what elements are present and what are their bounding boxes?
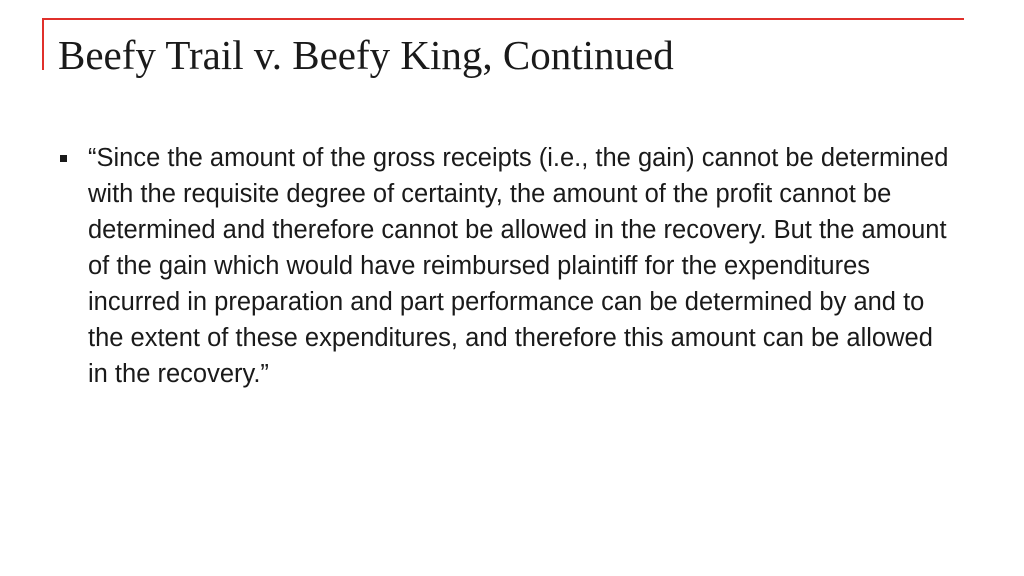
- title-accent-line-top: [42, 18, 964, 20]
- square-bullet-icon: [60, 155, 67, 162]
- title-accent-line-left: [42, 18, 44, 70]
- slide-title: Beefy Trail v. Beefy King, Continued: [58, 32, 674, 78]
- bullet-list: [58, 140, 958, 392]
- bullet-text: “Since the amount of the gross receipts (i.e., the gain) cannot be determined with the requisite degree of certainty, the amount of the profit cannot be determined and therefore cannot be allowed in the recovery. But the amount of the gain which would have reimbursed plaintiff for the expenditures incurred in preparation and part performance can be determined by and to the extent of these expenditures, and therefore this amount can be allowed in the recovery.”: [88, 144, 949, 388]
- bullet-item: [58, 140, 958, 392]
